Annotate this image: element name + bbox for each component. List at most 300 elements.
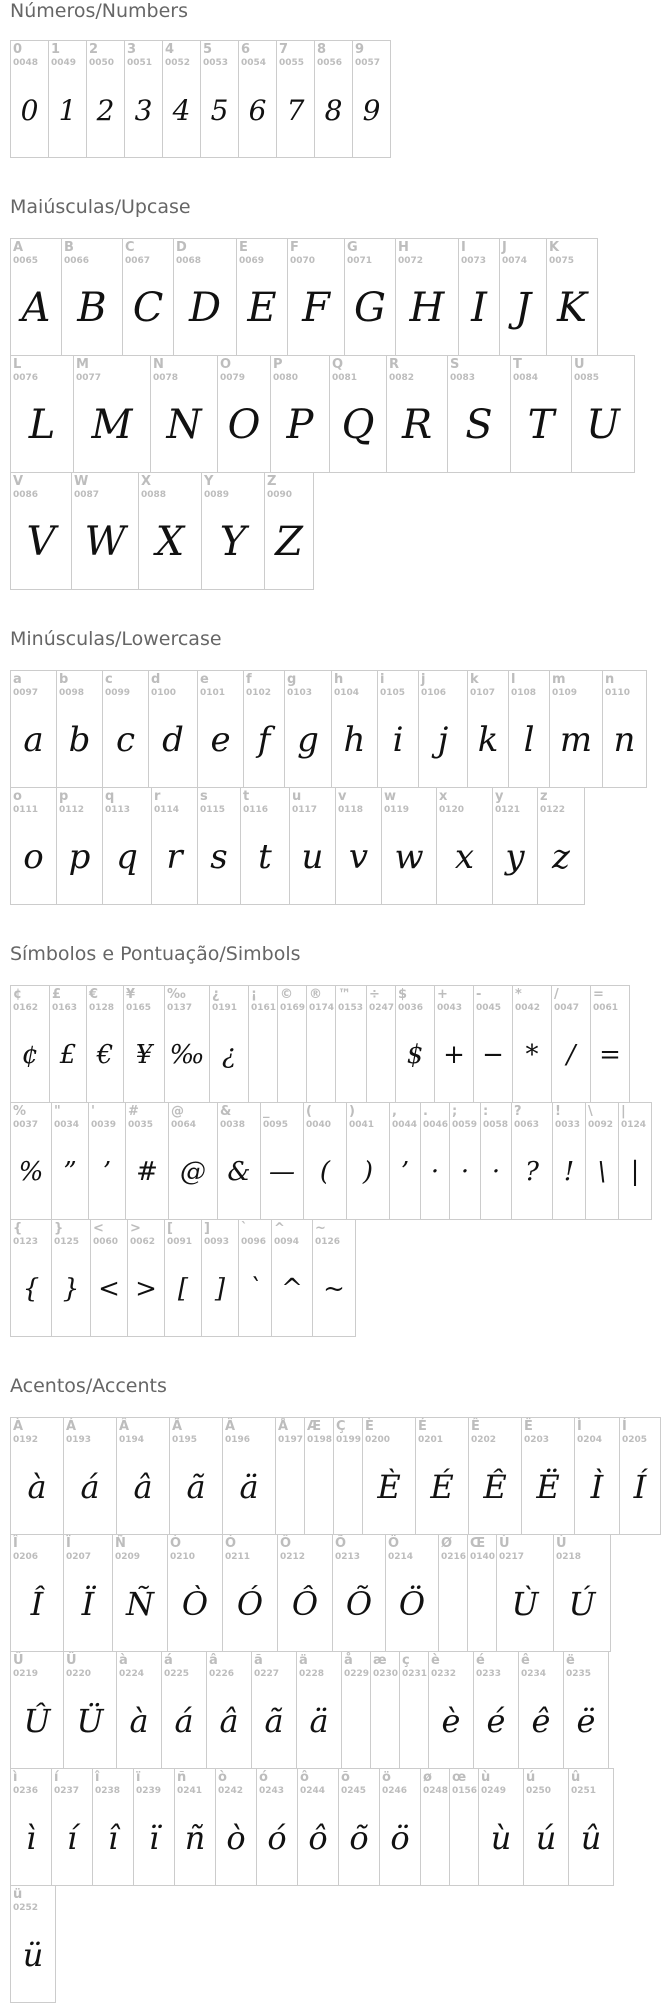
glyph-sample: ô xyxy=(308,1819,328,1857)
glyph-sample: ` xyxy=(248,1274,262,1304)
glyph-label: K xyxy=(549,240,560,255)
glyph-label: I xyxy=(461,240,466,255)
glyph-code: 0107 xyxy=(470,688,496,698)
glyph-sample: Ë xyxy=(536,1468,560,1506)
glyph-sample: | xyxy=(630,1157,640,1187)
glyph-label: ô xyxy=(300,1770,309,1785)
glyph-label: 5 xyxy=(203,42,213,57)
glyph-label: ™ xyxy=(338,987,351,1002)
glyph-sample: B xyxy=(77,285,107,331)
glyph-code: 0109 xyxy=(552,688,578,698)
glyph-sample: Y xyxy=(219,519,247,565)
glyph-cell xyxy=(92,1768,134,1886)
glyph-cell xyxy=(312,1219,356,1337)
glyph-sample: · xyxy=(460,1157,470,1187)
glyph-label: C xyxy=(125,240,135,255)
glyph-sample: Ú xyxy=(568,1585,596,1623)
glyph-code: 0128 xyxy=(89,1003,115,1013)
glyph-cell xyxy=(270,355,330,473)
glyph-code: 0085 xyxy=(574,373,600,383)
glyph-code: 0038 xyxy=(220,1120,246,1130)
glyph-cell xyxy=(499,238,547,356)
glyph-cell xyxy=(49,985,87,1103)
glyph-label: . xyxy=(423,1104,428,1119)
glyph-code: 0226 xyxy=(209,1669,235,1679)
glyph-cell xyxy=(447,355,511,473)
glyph-sample: < xyxy=(98,1274,120,1304)
glyph-code: 0252 xyxy=(13,1903,39,1913)
glyph-cell xyxy=(546,238,598,356)
glyph-cell xyxy=(51,1768,93,1886)
glyph-label: L xyxy=(13,357,22,372)
glyph-code: 0095 xyxy=(263,1120,289,1130)
section-title-symbols: Símbolos e Pontuação/Simbols xyxy=(10,943,301,965)
glyph-sample: 2 xyxy=(96,93,115,127)
glyph-label: _ xyxy=(263,1104,270,1119)
glyph-sample: 1 xyxy=(58,93,77,127)
glyph-cell xyxy=(352,40,391,158)
glyph-code: 0051 xyxy=(127,58,153,68)
glyph-cell xyxy=(395,238,459,356)
glyph-code: 0197 xyxy=(278,1435,304,1445)
glyph-cell xyxy=(297,1768,339,1886)
glyph-cell xyxy=(332,1534,386,1652)
glyph-label: â xyxy=(209,1653,218,1668)
glyph-code: 0203 xyxy=(524,1435,550,1445)
glyph-sample: x xyxy=(454,837,475,877)
accents-row xyxy=(10,1534,610,1652)
glyph-sample: 9 xyxy=(362,93,381,127)
glyph-sample: ” xyxy=(63,1157,77,1187)
glyph-label: F xyxy=(290,240,299,255)
section-title-upcase: Maiúsculas/Upcase xyxy=(10,196,191,218)
glyph-code: 0061 xyxy=(593,1003,619,1013)
glyph-label: p xyxy=(59,789,69,804)
glyph-label: ‰ xyxy=(167,987,186,1002)
glyph-label: Õ xyxy=(335,1536,347,1551)
glyph-cell xyxy=(571,355,635,473)
glyph-code: 0245 xyxy=(341,1786,367,1796)
glyph-code: 0244 xyxy=(300,1786,326,1796)
glyph-sample: Ù xyxy=(511,1585,539,1623)
glyph-code: 0077 xyxy=(76,373,102,383)
glyph-label: { xyxy=(13,1221,23,1236)
glyph-code: 0161 xyxy=(251,1003,277,1013)
glyph-cell xyxy=(496,1534,554,1652)
glyph-label: d xyxy=(151,672,161,687)
glyph-label: ' xyxy=(91,1104,95,1119)
glyph-sample: 4 xyxy=(172,93,191,127)
glyph-cell xyxy=(48,40,87,158)
glyph-label: = xyxy=(593,987,604,1002)
glyph-sample: Ü xyxy=(76,1702,104,1740)
glyph-code: 0065 xyxy=(13,256,39,266)
glyph-cell xyxy=(389,1102,421,1220)
lowercase-row xyxy=(10,670,646,788)
glyph-label: Û xyxy=(13,1653,24,1668)
glyph-cell xyxy=(51,1219,91,1337)
glyph-code: 0192 xyxy=(13,1435,39,1445)
glyph-code: 0096 xyxy=(241,1237,267,1247)
glyph-code: 0225 xyxy=(164,1669,190,1679)
glyph-sample: O xyxy=(227,402,261,448)
glyph-label: ï xyxy=(136,1770,141,1785)
glyph-cell xyxy=(56,670,103,788)
glyph-sample: v xyxy=(348,837,369,877)
glyph-code: 0124 xyxy=(621,1120,647,1130)
glyph-sample: J xyxy=(514,285,532,331)
glyph-code: 0236 xyxy=(13,1786,39,1796)
glyph-sample: I xyxy=(471,285,487,331)
glyph-sample: E xyxy=(247,285,277,331)
glyph-label: q xyxy=(105,789,115,804)
glyph-label: ñ xyxy=(177,1770,187,1785)
glyph-code: 0163 xyxy=(52,1003,78,1013)
glyph-code: 0122 xyxy=(540,805,566,815)
glyph-cell xyxy=(10,1417,64,1535)
glyph-cell xyxy=(168,1102,218,1220)
glyph-code: 0101 xyxy=(200,688,226,698)
glyph-cell xyxy=(251,1651,297,1769)
glyph-code: 0121 xyxy=(495,805,521,815)
symbols-row xyxy=(10,1219,355,1337)
glyph-label: ¢ xyxy=(13,987,23,1002)
glyph-label: ò xyxy=(218,1770,227,1785)
glyph-code: 0034 xyxy=(54,1120,80,1130)
glyph-code: 0054 xyxy=(241,58,267,68)
glyph-label: + xyxy=(437,987,448,1002)
glyph-code: 0079 xyxy=(220,373,246,383)
glyph-cell xyxy=(238,40,277,158)
glyph-code: 0196 xyxy=(225,1435,251,1445)
glyph-cell xyxy=(86,40,125,158)
glyph-sample: M xyxy=(91,402,133,448)
glyph-sample: ï xyxy=(148,1819,160,1857)
glyph-cell xyxy=(338,1768,380,1886)
glyph-cell xyxy=(287,238,345,356)
glyph-label: } xyxy=(54,1221,64,1236)
glyph-sample xyxy=(336,1008,366,1102)
glyph-cell xyxy=(243,670,285,788)
glyph-cell xyxy=(399,1651,429,1769)
glyph-sample: £ xyxy=(59,1040,77,1070)
glyph-label: ç xyxy=(402,1653,410,1668)
glyph-sample: ^ xyxy=(281,1274,303,1304)
glyph-sample: ã xyxy=(186,1468,206,1506)
glyph-sample xyxy=(421,1791,449,1885)
glyph-sample: A xyxy=(21,285,51,331)
glyph-cell xyxy=(162,40,201,158)
glyph-sample: c xyxy=(115,720,136,760)
glyph-label: Ó xyxy=(225,1536,237,1551)
glyph-label: m xyxy=(552,672,566,687)
glyph-code: 0232 xyxy=(431,1669,457,1679)
glyph-code: 0044 xyxy=(392,1120,418,1130)
glyph-code: 0248 xyxy=(423,1786,449,1796)
glyph-label: [ xyxy=(167,1221,173,1236)
glyph-cell xyxy=(537,787,585,905)
glyph-sample: / xyxy=(566,1040,576,1070)
glyph-cell xyxy=(508,670,550,788)
glyph-sample: ~ xyxy=(323,1274,345,1304)
glyph-code: 0123 xyxy=(13,1237,39,1247)
glyph-code: 0099 xyxy=(105,688,131,698)
glyph-label: @ xyxy=(171,1104,184,1119)
glyph-sample: Ñ xyxy=(126,1585,154,1623)
glyph-cell xyxy=(86,985,124,1103)
glyph-sample: − xyxy=(482,1040,504,1070)
glyph-cell xyxy=(478,1768,524,1886)
glyph-cell xyxy=(366,985,396,1103)
glyph-cell xyxy=(271,1219,313,1337)
glyph-cell xyxy=(510,355,572,473)
glyph-code: 0106 xyxy=(421,688,447,698)
glyph-sample: { xyxy=(22,1274,40,1304)
glyph-cell xyxy=(264,472,314,590)
glyph-label: P xyxy=(273,357,283,372)
glyph-cell xyxy=(590,985,630,1103)
glyph-sample: — xyxy=(269,1157,295,1187)
glyph-code: 0066 xyxy=(64,256,90,266)
upcase-row xyxy=(10,355,634,473)
glyph-cell xyxy=(173,238,237,356)
glyph-sample xyxy=(276,1440,304,1534)
glyph-label: - xyxy=(476,987,482,1002)
glyph-cell xyxy=(277,1534,333,1652)
glyph-code: 0242 xyxy=(218,1786,244,1796)
glyph-code: 0052 xyxy=(165,58,191,68)
glyph-sample: n xyxy=(613,720,636,760)
glyph-label: œ xyxy=(452,1770,467,1785)
glyph-cell xyxy=(133,1768,175,1886)
glyph-code: 0110 xyxy=(605,688,631,698)
glyph-sample: ] xyxy=(214,1274,226,1304)
glyph-sample: Ó xyxy=(236,1585,264,1623)
glyph-cell xyxy=(116,1417,170,1535)
glyph-cell xyxy=(222,1417,276,1535)
glyph-label: x xyxy=(439,789,448,804)
glyph-cell xyxy=(277,985,307,1103)
glyph-label: & xyxy=(220,1104,232,1119)
glyph-sample xyxy=(278,1008,306,1102)
glyph-code: 0119 xyxy=(384,805,410,815)
glyph-label: è xyxy=(431,1653,440,1668)
glyph-label: w xyxy=(384,789,397,804)
glyph-label: Í xyxy=(622,1419,627,1434)
glyph-cell xyxy=(418,670,468,788)
glyph-code: 0120 xyxy=(439,805,465,815)
glyph-label: u xyxy=(292,789,302,804)
glyph-sample: ñ xyxy=(184,1819,206,1857)
glyph-code: 0229 xyxy=(344,1669,370,1679)
glyph-sample: Î xyxy=(30,1585,44,1623)
glyph-cell xyxy=(306,985,336,1103)
glyph-sample: ì xyxy=(25,1819,37,1857)
glyph-label: 0 xyxy=(13,42,23,57)
glyph-code: 0035 xyxy=(128,1120,154,1130)
glyph-label: M xyxy=(76,357,89,372)
glyph-sample: > xyxy=(135,1274,157,1304)
accents-row xyxy=(10,1651,608,1769)
glyph-cell xyxy=(467,670,509,788)
glyph-sample: á xyxy=(80,1468,100,1506)
glyph-cell xyxy=(395,985,435,1103)
glyph-code: 0246 xyxy=(382,1786,408,1796)
glyph-code: 0082 xyxy=(389,373,415,383)
glyph-sample: g xyxy=(297,720,319,760)
glyph-code: 0198 xyxy=(307,1435,333,1445)
glyph-code: 0087 xyxy=(74,490,100,500)
glyph-cell xyxy=(215,1768,257,1886)
glyph-sample: è xyxy=(441,1702,461,1740)
glyph-sample: t xyxy=(258,837,272,877)
glyph-code: 0126 xyxy=(315,1237,341,1247)
glyph-label: ; xyxy=(452,1104,458,1119)
glyph-cell xyxy=(473,985,513,1103)
glyph-label: © xyxy=(280,987,293,1002)
glyph-sample: f xyxy=(257,720,271,760)
glyph-cell xyxy=(449,1102,481,1220)
glyph-cell xyxy=(206,1651,252,1769)
glyph-cell xyxy=(511,1102,553,1220)
glyph-cell xyxy=(200,40,239,158)
glyph-sample: P xyxy=(286,402,314,448)
glyph-cell xyxy=(434,985,474,1103)
glyph-code: 0063 xyxy=(514,1120,540,1130)
glyph-sample xyxy=(371,1674,399,1768)
glyph-sample: h xyxy=(343,720,366,760)
glyph-sample: q xyxy=(116,837,138,877)
glyph-sample: U xyxy=(586,402,620,448)
glyph-label: Ò xyxy=(170,1536,182,1551)
glyph-code: 0193 xyxy=(66,1435,92,1445)
glyph-sample: Ï xyxy=(81,1585,95,1623)
glyph-label: Œ xyxy=(470,1536,486,1551)
glyph-code: 0067 xyxy=(125,256,151,266)
glyph-sample: T xyxy=(527,402,555,448)
glyph-code: 0247 xyxy=(369,1003,395,1013)
glyph-label: Ü xyxy=(66,1653,77,1668)
glyph-code: 0216 xyxy=(441,1552,467,1562)
glyph-code: 0235 xyxy=(566,1669,592,1679)
glyph-sample xyxy=(367,1008,395,1102)
glyph-cell xyxy=(124,40,163,158)
glyph-code: 0233 xyxy=(476,1669,502,1679)
glyph-label: Á xyxy=(66,1419,77,1434)
glyph-code: 0250 xyxy=(526,1786,552,1796)
glyph-cell xyxy=(10,355,74,473)
glyph-label: € xyxy=(89,987,99,1002)
glyph-cell xyxy=(167,1534,223,1652)
glyph-code: 0239 xyxy=(136,1786,162,1796)
glyph-label: D xyxy=(176,240,187,255)
glyph-code: 0076 xyxy=(13,373,39,383)
glyph-sample: ù xyxy=(490,1819,512,1857)
glyph-label: Ì xyxy=(577,1419,582,1434)
glyph-cell xyxy=(238,1219,272,1337)
glyph-code: 0059 xyxy=(452,1120,478,1130)
glyph-label: ø xyxy=(423,1770,432,1785)
glyph-cell xyxy=(217,355,271,473)
glyph-cell xyxy=(415,1417,469,1535)
glyph-sample: * xyxy=(525,1040,539,1070)
glyph-sample: L xyxy=(28,402,56,448)
glyph-label: : xyxy=(483,1104,489,1119)
glyph-code: 0047 xyxy=(554,1003,580,1013)
glyph-sample: â xyxy=(219,1702,239,1740)
glyph-code: 0094 xyxy=(274,1237,300,1247)
glyph-sample: È xyxy=(377,1468,401,1506)
glyph-label: Ç xyxy=(336,1419,346,1434)
glyph-cell xyxy=(201,1219,239,1337)
glyph-cell xyxy=(10,670,57,788)
glyph-sample: b xyxy=(68,720,91,760)
glyph-label: Ï xyxy=(66,1536,71,1551)
accents-row xyxy=(10,1885,55,2003)
glyph-code: 0043 xyxy=(437,1003,463,1013)
glyph-sample xyxy=(249,1008,277,1102)
glyph-code: 0210 xyxy=(170,1552,196,1562)
glyph-label: g xyxy=(287,672,297,687)
glyph-label: ! xyxy=(555,1104,561,1119)
glyph-sample: % xyxy=(18,1157,44,1187)
glyph-label: Ô xyxy=(280,1536,292,1551)
glyph-cell xyxy=(10,1534,64,1652)
glyph-code: 0204 xyxy=(577,1435,603,1445)
glyph-code: 0209 xyxy=(115,1552,141,1562)
glyph-sample: V xyxy=(26,519,56,565)
glyph-label: b xyxy=(59,672,69,687)
glyph-code: 0156 xyxy=(452,1786,478,1796)
glyph-code: 0228 xyxy=(299,1669,325,1679)
glyph-label: ã xyxy=(254,1653,263,1668)
glyph-cell xyxy=(284,670,332,788)
glyph-sample: € xyxy=(96,1040,114,1070)
glyph-sample: + xyxy=(443,1040,465,1070)
glyph-cell xyxy=(127,1219,165,1337)
glyph-cell xyxy=(553,1534,611,1652)
glyph-cell xyxy=(63,1651,117,1769)
glyph-sample: 3 xyxy=(134,93,153,127)
glyph-cell xyxy=(174,1768,216,1886)
glyph-code: 0206 xyxy=(13,1552,39,1562)
glyph-code: 0205 xyxy=(622,1435,648,1445)
glyph-label: e xyxy=(200,672,209,687)
glyph-code: 0097 xyxy=(13,688,39,698)
glyph-cell xyxy=(436,787,493,905)
glyph-code: 0174 xyxy=(309,1003,335,1013)
glyph-label: Ö xyxy=(388,1536,400,1551)
glyph-label: ¥ xyxy=(126,987,136,1002)
glyph-label: # xyxy=(128,1104,139,1119)
glyph-label: 1 xyxy=(51,42,61,57)
glyph-cell xyxy=(344,238,396,356)
glyph-label: æ xyxy=(373,1653,387,1668)
glyph-code: 0113 xyxy=(105,805,131,815)
glyph-sample: z xyxy=(552,837,570,877)
glyph-cell xyxy=(217,1102,261,1220)
glyph-code: 0091 xyxy=(167,1237,193,1247)
glyph-cell xyxy=(10,787,57,905)
glyph-code: 0238 xyxy=(95,1786,121,1796)
glyph-sample: â xyxy=(133,1468,153,1506)
glyph-sample xyxy=(305,1440,333,1534)
glyph-code: 0165 xyxy=(126,1003,152,1013)
glyph-cell xyxy=(512,985,552,1103)
glyph-cell xyxy=(63,1417,117,1535)
glyph-code: 0064 xyxy=(171,1120,197,1130)
glyph-code: 0227 xyxy=(254,1669,280,1679)
